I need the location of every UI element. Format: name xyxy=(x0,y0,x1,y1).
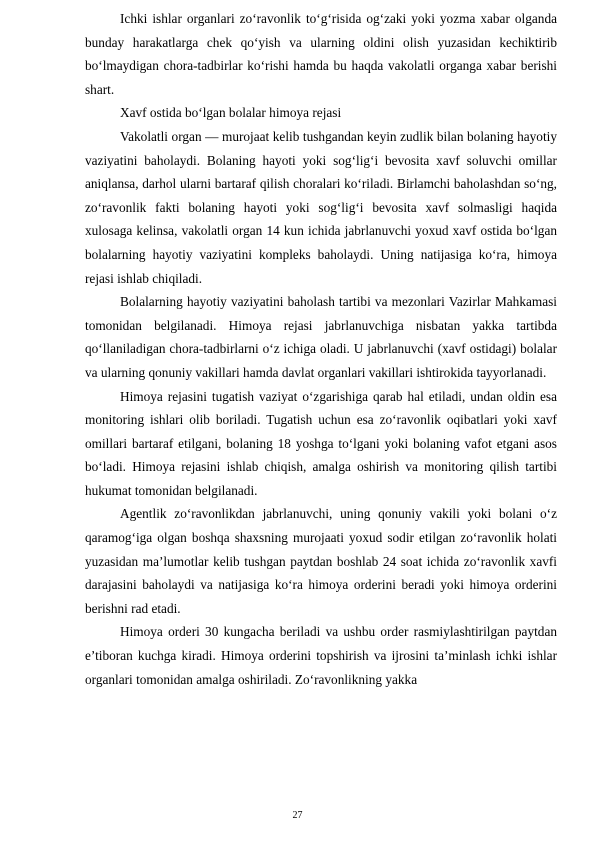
paragraph-assessment: Vakolatli organ — murojaat kelib tushgandan keyin zudlik bilan bolaning hayotiy vaziyatini baholaydi. Bolaning hayoti yoki sog‘lig‘i bevosita xavf soluvchi omillar aniqlansa, darhol ularni bartaraf qilish choralari ko‘riladi. Birlamchi baholashdan so‘ng, zo‘ravonlik fakti bolaning hayoti yoki sog‘lig‘i bevosita xavf solmasligi haqida xulosaga kelinsa, vakolatli organ 14 kun ichida jabrlanuvchi yoxud xavf ostida bo‘lgan bolalarning hayotiy vaziyatini kompleks baholaydi. Uning natijasiga ko‘ra, himoya rejasi ishlab chiqiladi. xyxy=(85,128,557,286)
paragraph-assessment-criteria: Bolalarning hayotiy vaziyatini baholash tartibi va mezonlari Vazirlar Mahkamasi tomonidan belgilanadi. Himoya rejasi jabrlanuvchiga nisbatan yakka tartibda qo‘llaniladigan chora-tadbirlarni o‘z ichiga oladi. U jabrlanuvchi (xavf ostidagi) bolalar va ularning qonuniy vakillari hamda davlat organlari vakillari ishtirokida tayyorlanadi. xyxy=(85,294,557,380)
paragraph-order-duration: Himoya orderi 30 kungacha beriladi va ushbu order rasmiylashtirilgan paytdan e’tiboran kuchga kiradi. Himoya orderini topshirish va ijrosini ta’minlash ichki ishlar organlari tomonidan amalga oshiriladi. Zo‘ravonlikning yakka xyxy=(85,624,557,687)
paragraph-plan-termination: Himoya rejasini tugatish vaziyat o‘zgarishiga qarab hal etiladi, undan oldin esa monitoring ishlari olib boriladi. Tugatish uchun esa zo‘ravonlik oqibatlari yoki xavf omillari bartaraf etilgani, bolaning 18 yoshga to‘lgani yoki bolaning vafot etgani asos bo‘ladi. Himoya rejasini ishlab chiqish, amalga oshirish va monitoring qilish tartibi hukumat tomonidan belgilanadi. xyxy=(85,388,557,498)
section-heading-protection-plan: Xavf ostida bo‘lgan bolalar himoya rejasi xyxy=(120,105,342,121)
paragraph-police-duty: Ichki ishlar organlari zo‘ravonlik to‘g‘risida og‘zaki yoki yozma xabar olganda bunday harakatlarga chek qo‘yish va ularning oldini olish yuzasidan kechiktirib bo‘lmaydigan chora-tadbirlar ko‘rishi hamda bu haqda vakolatli organga xabar berishi shart. xyxy=(85,11,557,97)
paragraph-agency-order: Agentlik zo‘ravonlikdan jabrlanuvchi, uning qonuniy vakili yoki bolani o‘z qaramog‘iga olgan boshqa shaxsning murojaati yoxud sodir etilgan zo‘ravonlik holati yuzasidan ma’lumotlar kelib tushgan paytdan boshlab 24 soat ichida zo‘ravonlik xavfi darajasini baholaydi va natijasiga ko‘ra himoya orderini beradi yoki himoya orderini berishni rad etadi. xyxy=(85,506,557,616)
page-number: 27 xyxy=(292,810,303,821)
body-text xyxy=(85,7,557,691)
